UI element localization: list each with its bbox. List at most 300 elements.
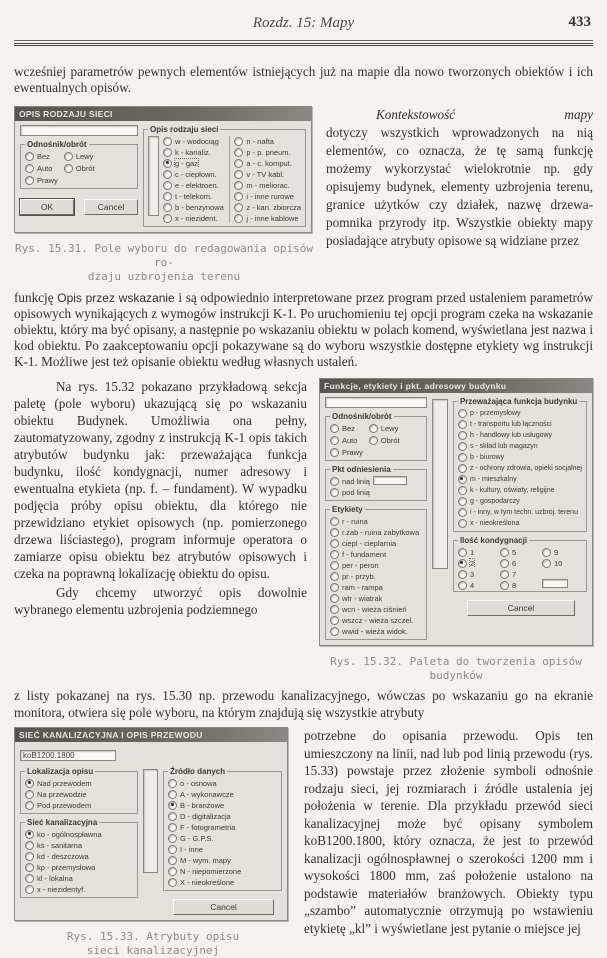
- radio-icon: [330, 572, 339, 581]
- radio-option[interactable]: [330, 615, 422, 625]
- radio-label: b - benzynowa: [175, 202, 224, 212]
- radio-label: x - niezidentyf.: [37, 884, 86, 894]
- radio-label: m - mieszkalny: [469, 475, 517, 483]
- text-fragment: i są odpowiednio interpretowane przez program przed ustaleniem parametrów opisowych wynikających z wymogów instrukcji K-1. Po uruchomieniu tej opcji program czeka na wskazanie obiektu, który ma być opisany, a następnie po wskazaniu obiektu w polach komend, wyświetlana jest nazwa i kod obiektu. Po zaakceptowaniu opcji pokazywane są do wyboru wszystkie dostępne etykiety wg instrukcji K-1. Możliwe jest też opisanie obiektu według własnych ustaleń.: [14, 290, 594, 369]
- cancel-button[interactable]: Cancel: [173, 899, 274, 915]
- radio-option[interactable]: [25, 829, 133, 839]
- lokalizacja-options: [25, 778, 133, 810]
- radio-icon: [163, 203, 172, 212]
- radio-icon: [369, 436, 378, 445]
- radio-icon: [500, 570, 509, 579]
- radio-label: 9: [553, 547, 559, 557]
- radio-option[interactable]: [369, 435, 400, 445]
- radio-option[interactable]: [163, 169, 225, 179]
- radio-label: wszcz - wieża szczel.: [342, 615, 414, 625]
- radio-option[interactable]: [330, 423, 363, 433]
- cancel-button[interactable]: Cancel: [84, 199, 138, 215]
- radio-option[interactable]: [234, 158, 301, 168]
- radio-label: ko - ogólnospławna: [37, 829, 102, 839]
- radio-icon: [163, 181, 172, 190]
- radio-label: 10: [553, 558, 563, 568]
- funkcja-options: [458, 408, 582, 528]
- radio-label: Obrót: [75, 163, 95, 173]
- radio-option[interactable]: [458, 474, 582, 484]
- paragraph-intro: wcześniej parametrów pewnych elementów istniejących już na mapie dla nowo tworzonych obiektów i ich ewentualnych opisów.: [14, 64, 593, 95]
- radio-icon: [458, 519, 467, 528]
- radio-icon: [234, 214, 243, 223]
- radio-option[interactable]: [163, 158, 225, 168]
- radio-icon: [234, 148, 243, 157]
- radio-option[interactable]: [458, 408, 582, 418]
- radio-label: 4: [469, 580, 475, 590]
- radio-icon: [168, 856, 177, 865]
- zrodlo-danych-groupbox: [163, 767, 282, 891]
- radio-icon: [330, 488, 339, 497]
- caption-line: Rys. 15.32. Paleta do tworzenia opisów: [330, 655, 582, 668]
- radio-option[interactable]: [330, 571, 422, 581]
- radio-label: ks - sanitarna: [37, 840, 83, 850]
- radio-label: j - inne kablowe: [246, 213, 299, 223]
- symbol-input[interactable]: [20, 750, 116, 761]
- radio-label: z - kan. zbiorcza: [246, 202, 301, 212]
- radio-label: Na przewodzie: [37, 789, 87, 799]
- radio-icon: [25, 164, 34, 173]
- odnosnik-groupbox: [20, 140, 138, 189]
- radio-icon: [168, 867, 177, 876]
- radio-option[interactable]: [330, 626, 422, 636]
- radio-label: B - branżowe: [180, 800, 225, 810]
- radio-label: F - fotogrametria: [180, 822, 236, 832]
- radio-label: v - TV kabl.: [246, 169, 285, 179]
- radio-icon: [500, 548, 509, 557]
- radio-option[interactable]: [500, 569, 540, 579]
- radio-icon: [168, 812, 177, 821]
- ok-button[interactable]: OK: [20, 199, 74, 215]
- radio-icon: [25, 863, 34, 872]
- page-header: [14, 14, 593, 38]
- radio-option[interactable]: [25, 884, 133, 894]
- kontekstowosc-body: dotyczy wszystkich wprowadzonych na nią elementów, co oznacza, że tę samą funkcję możemy wykorzystać wielokrotnie np. gdy opisujemy budynek, elementy uzbrojenia terenu, granice użytków czy działek, nazwę drzewa-pomnika przyrody itp. Wszystkie obiekty mapy posiadające atrybuty opisowe są widziane przez: [326, 125, 593, 248]
- radio-icon: [330, 477, 339, 486]
- radio-label: b - biurowy: [469, 453, 505, 461]
- radio-icon: [330, 436, 339, 445]
- radio-icon: [500, 581, 509, 590]
- radio-option[interactable]: [168, 822, 277, 832]
- empty-listbox[interactable]: [432, 399, 448, 569]
- radio-label: ram - rampa: [342, 582, 383, 592]
- siec-options: [25, 829, 133, 894]
- radio-icon: [25, 830, 34, 839]
- groupbox-legend: Odnośnik/obrót: [332, 412, 392, 421]
- radio-icon: [25, 152, 34, 161]
- radio-option[interactable]: [163, 213, 225, 223]
- radio-label: t - transportu lub łączności: [469, 420, 552, 428]
- funkcja-budynku-groupbox: [453, 397, 587, 532]
- radio-icon: [458, 497, 467, 506]
- radio-option[interactable]: [458, 507, 582, 517]
- figure-caption-15-33: [14, 930, 292, 958]
- radio-icon: [330, 594, 339, 603]
- radio-option[interactable]: [330, 549, 422, 559]
- radio-option[interactable]: [500, 547, 540, 557]
- caption-line: budynków: [429, 669, 483, 682]
- radio-icon: [458, 420, 467, 429]
- radio-option[interactable]: [458, 547, 498, 557]
- radio-option[interactable]: [458, 452, 582, 462]
- radio-label: Auto: [342, 435, 358, 445]
- radio-icon: [163, 170, 172, 179]
- radio-icon: [330, 605, 339, 614]
- radio-icon: [64, 164, 73, 173]
- radio-icon: [234, 192, 243, 201]
- kondygnacje-groupbox: [453, 536, 587, 592]
- radio-option[interactable]: [25, 840, 133, 850]
- radio-icon: [168, 790, 177, 799]
- radio-option[interactable]: [330, 516, 422, 526]
- radio-option[interactable]: [330, 435, 363, 445]
- radio-icon: [234, 137, 243, 146]
- radio-icon: [163, 192, 172, 201]
- caption-line: dzaju uzbrojenia terenu: [87, 270, 241, 283]
- radio-icon: [500, 559, 509, 568]
- radio-option[interactable]: [25, 789, 133, 799]
- radio-option[interactable]: [458, 430, 582, 440]
- radio-label: wwid - wieża widok.: [342, 626, 408, 636]
- kondygnacje-input[interactable]: [542, 579, 568, 588]
- radio-label: t - telekom.: [175, 191, 213, 201]
- radio-option[interactable]: [25, 778, 133, 788]
- radio-label: 7: [511, 569, 517, 579]
- radio-icon: [330, 528, 339, 537]
- radio-icon: [168, 834, 177, 843]
- odnosnik-groupbox: [325, 412, 427, 461]
- radio-icon: [25, 176, 34, 185]
- radio-option[interactable]: [168, 811, 277, 821]
- radio-icon: [168, 823, 177, 832]
- radio-label: Bez: [342, 423, 355, 433]
- groupbox-legend: Pkt odniesienia: [332, 465, 391, 474]
- radio-icon: [234, 170, 243, 179]
- radio-label: wtr - wiatrak: [342, 593, 383, 603]
- radio-option[interactable]: [234, 191, 301, 201]
- opis-sieci-groupbox: [143, 125, 306, 227]
- radio-option[interactable]: [168, 866, 277, 876]
- radio-icon: [458, 453, 467, 462]
- radio-icon: [168, 801, 177, 810]
- radio-label: pr - przyb.: [342, 571, 376, 581]
- radio-label: Auto: [37, 163, 53, 173]
- radio-option[interactable]: [458, 485, 582, 495]
- radio-icon: [234, 203, 243, 212]
- radio-option[interactable]: [168, 789, 277, 799]
- radio-icon: [458, 486, 467, 495]
- radio-option[interactable]: [500, 580, 540, 590]
- radio-icon: [168, 845, 177, 854]
- radio-option[interactable]: [458, 441, 582, 451]
- radio-label: Lewy: [380, 423, 399, 433]
- radio-icon: [25, 885, 34, 894]
- radio-icon: [25, 779, 34, 788]
- figure-15-32: [319, 378, 593, 683]
- figure-caption-15-31: [14, 242, 314, 284]
- radio-option[interactable]: [330, 593, 422, 603]
- radio-icon: [163, 214, 172, 223]
- radio-icon: [458, 464, 467, 473]
- radio-label: g - gospodarczy: [469, 497, 520, 505]
- radio-option[interactable]: [234, 180, 301, 190]
- empty-listbox[interactable]: [143, 769, 158, 873]
- radio-option[interactable]: [163, 136, 225, 146]
- radio-option[interactable]: [25, 873, 133, 883]
- groupbox-legend: Opis rodzaju sieci: [150, 125, 219, 134]
- radio-label: Lewy: [75, 151, 94, 161]
- radio-option[interactable]: [330, 527, 422, 537]
- radio-icon: [369, 424, 378, 433]
- radio-option[interactable]: [330, 476, 370, 486]
- description-input[interactable]: [20, 125, 138, 136]
- radio-label: D - digitalizacja: [180, 811, 231, 821]
- caption-line: sieci kanalizacyjnej: [86, 944, 220, 957]
- lokalizacja-groupbox: [20, 767, 138, 814]
- odnosnik-col2: [369, 423, 400, 457]
- radio-label: pod linią: [342, 487, 370, 497]
- odnosnik-col1: [25, 151, 58, 185]
- radio-icon: [458, 409, 467, 418]
- radio-label: a - c. komput.: [246, 158, 292, 168]
- dialog-siec-kanalizacyjna: [14, 727, 288, 921]
- radio-icon: [330, 539, 339, 548]
- radio-option[interactable]: [25, 800, 133, 810]
- radio-label: i - inne rurowe: [246, 191, 294, 201]
- caption-line: Rys. 15.31. Pole wyboru do redagowania opisów ro-: [14, 242, 313, 269]
- radio-option[interactable]: [500, 558, 540, 568]
- radio-label: A - wykonawcze: [180, 789, 234, 799]
- radio-label: g - gaz: [175, 158, 198, 168]
- radio-icon: [330, 550, 339, 559]
- radio-label: z - ochrony zdrowia, opieki socjalnej: [469, 464, 582, 472]
- radio-icon: [25, 874, 34, 883]
- siec-col1: [163, 136, 225, 223]
- radio-option[interactable]: [458, 463, 582, 473]
- radio-option[interactable]: [163, 202, 225, 212]
- dialog-titlebar[interactable]: OPIS RODZAJU SIECI: [15, 107, 311, 121]
- radio-icon: [163, 148, 172, 157]
- radio-option[interactable]: [458, 569, 498, 579]
- etykiety-groupbox: [325, 505, 427, 640]
- groupbox-legend: Odnośnik/obrót: [27, 140, 87, 149]
- radio-option[interactable]: [330, 582, 422, 592]
- dialog-titlebar[interactable]: Funkcje, etykiety i pkt. adresowy budynku: [320, 379, 592, 393]
- radio-label: I - inne: [180, 844, 203, 854]
- radio-icon: [330, 627, 339, 636]
- odnosnik-col1: [330, 423, 363, 457]
- budynek-paragraph-1: Na rys. 15.32 pokazano przykładową sekcja paletę (pole wyboru) ukazującą się po wskazaniu obiektu Budynek. Umożliwia ona pełny, zautomatyzowany, zgodny z instrukcją K-1 opis takich atrybutów budynku jak: przeważająca funkcja budynku, ilość kondygnacji, numer adresowy i ewentualna etykieta (np. f. – fundament). W wypadku podjęcia próby opisu obiektu, dla którego nie przewidziano etykiet opisowych (np. pomierzonego drzewa liściastego), program informuje operatora o zamiarze opisu obiektu bez atrybutów opisowych i czeka na poprawną lokalizację obiektu do opisu.: [14, 379, 307, 581]
- radio-option[interactable]: [330, 447, 363, 457]
- radio-option[interactable]: [25, 163, 58, 173]
- radio-option[interactable]: [234, 213, 301, 223]
- radio-option[interactable]: [458, 518, 582, 528]
- radio-icon: [168, 779, 177, 788]
- radio-option[interactable]: [234, 136, 301, 146]
- radio-label: Obrót: [380, 435, 400, 445]
- radio-option[interactable]: [25, 151, 58, 161]
- radio-option[interactable]: [168, 877, 277, 887]
- etykiety-options: [330, 516, 422, 636]
- radio-label: Bez: [37, 151, 50, 161]
- radio-icon: [25, 790, 34, 799]
- radio-icon: [25, 801, 34, 810]
- radio-option[interactable]: [542, 547, 582, 557]
- pkt-input[interactable]: [373, 476, 407, 485]
- radio-label: r - ruina: [342, 516, 368, 526]
- radio-option[interactable]: [168, 778, 277, 788]
- radio-icon: [330, 448, 339, 457]
- paragraph-kanalizacja-intro: z listy pokazanej na rys. 15.30 np. przewodu kanalizacyjnego, wówczas po wskazaniu go na ekranie monitora, otwiera się pole wyboru, na którym znajdują się wszystkie atrybuty: [14, 688, 593, 720]
- radio-label: Nad przewodem: [37, 778, 92, 788]
- radio-icon: [25, 841, 34, 850]
- radio-option[interactable]: [163, 147, 225, 157]
- radio-option[interactable]: [168, 844, 277, 854]
- radio-label: G - G.P.S.: [180, 833, 214, 843]
- radio-icon: [458, 548, 467, 557]
- text-fragment: funkcję: [14, 290, 54, 305]
- radio-icon: [458, 570, 467, 579]
- radio-icon: [458, 442, 467, 451]
- radio-icon: [168, 878, 177, 887]
- groupbox-legend: Lokalizacja opisu: [27, 767, 94, 776]
- radio-option[interactable]: [330, 560, 422, 570]
- radio-icon: [330, 561, 339, 570]
- radio-icon: [163, 159, 172, 168]
- radio-option[interactable]: [458, 419, 582, 429]
- paragraph-kanalizacja: potrzebne do opisania przewodu. Opis ten umieszczony na linii, nad lub pod linią przewodu (rys. 15.33) powstaje przez złożenie symboli odnośnie rodzaju sieci, jej rozmiarach i źródle ustalenia jej położenia w terenie. Dla przykładu przewód sieci kanalizacyjnej może być opisany symbolem koB1200.1800, który oznacza, że jest to przewód kanalizacji ogólnospławnej o szerokości 1200 mm i wysokości 1800 mm, zaś położenie ustalono na podstawie materiałów branżowych. Obiekty typu „szambo” automatycznie otrzymują po wstawieniu etykietę „kl” i wyświetlane jest pytanie o miejsce jej: [304, 728, 593, 936]
- radio-option[interactable]: [64, 151, 95, 161]
- budynek-paragraph-2: Gdy chcemy utworzyć opis dowolnie wybranego elementu uzbrojenia podziemnego: [14, 585, 307, 617]
- radio-label: s - skład lub magazyn: [469, 442, 538, 450]
- radio-option[interactable]: [163, 191, 225, 201]
- odnosnik-col2: [64, 151, 95, 185]
- radio-icon: [542, 548, 551, 557]
- radio-option[interactable]: [458, 496, 582, 506]
- radio-option[interactable]: [234, 147, 301, 157]
- radio-option[interactable]: [330, 487, 370, 497]
- radio-label: f - fundament: [342, 549, 387, 559]
- radio-label: wcn - wieża ciśnień: [342, 604, 407, 614]
- radio-option[interactable]: [168, 855, 277, 865]
- radio-option[interactable]: [542, 558, 582, 568]
- radio-label: per - peron: [342, 560, 379, 570]
- pkt-options: [330, 476, 370, 497]
- radio-icon: [234, 181, 243, 190]
- radio-label: Prawy: [342, 447, 363, 457]
- paragraph-funkcja-opis: [14, 290, 593, 370]
- page-number: 433: [568, 14, 591, 30]
- figure-caption-15-32: [319, 655, 593, 683]
- radio-label: e - elektroen.: [175, 180, 219, 190]
- cancel-button[interactable]: Cancel: [467, 600, 575, 616]
- groupbox-legend: Ilość kondygnacji: [459, 536, 528, 545]
- radio-label: m - meliorac.: [246, 180, 290, 190]
- radio-icon: [330, 583, 339, 592]
- radio-option[interactable]: [163, 180, 225, 190]
- radio-label: ciepl - cieplarnia: [342, 538, 397, 548]
- term-opis-przez-wskazanie: Opis przez wskazanie: [57, 291, 175, 305]
- radio-option[interactable]: [25, 175, 58, 185]
- radio-label: n - nafta: [246, 136, 274, 146]
- empty-listbox[interactable]: [148, 136, 159, 216]
- radio-option[interactable]: [25, 851, 133, 861]
- radio-label: 2: [469, 558, 475, 568]
- radio-label: r.zab - ruina zabytkowa: [342, 527, 420, 537]
- radio-option[interactable]: [330, 604, 422, 614]
- radio-label: M - wym. mapy: [180, 855, 231, 865]
- radio-icon: [458, 475, 467, 484]
- radio-label: 3: [469, 569, 475, 579]
- dialog-opis-rodzaju-sieci: [14, 106, 312, 233]
- radio-option[interactable]: [458, 558, 498, 568]
- radio-label: kd - deszczowa: [37, 851, 89, 861]
- radio-icon: [458, 431, 467, 440]
- radio-option[interactable]: [168, 833, 277, 843]
- radio-label: 1: [469, 547, 475, 557]
- pkt-odniesienia-groupbox: [325, 465, 427, 501]
- radio-icon: [330, 424, 339, 433]
- paragraph-kontekstowosc: [326, 106, 593, 250]
- radio-option[interactable]: [25, 862, 133, 872]
- radio-option[interactable]: [168, 800, 277, 810]
- groupbox-legend: Źródło danych: [170, 767, 226, 776]
- radio-label: k - kanaliz.: [175, 147, 211, 157]
- radio-label: kl - lokalna: [37, 873, 73, 883]
- kontekstowosc-lead: Kontekstowość mapy: [376, 107, 593, 122]
- column-divider: [229, 136, 230, 223]
- radio-icon: [25, 852, 34, 861]
- radio-icon: [458, 559, 467, 568]
- radio-label: kp - przemysłowa: [37, 862, 96, 872]
- radio-option[interactable]: [369, 423, 400, 433]
- header-rule: [14, 40, 593, 46]
- radio-icon: [234, 159, 243, 168]
- description-input[interactable]: [325, 397, 427, 408]
- radio-label: N - niepomierzone: [180, 866, 242, 876]
- siec-col2: [234, 136, 301, 223]
- radio-label: Prawy: [37, 175, 58, 185]
- radio-label: h - handlowy lub usługowy: [469, 431, 553, 439]
- radio-label: p - przemysłowy: [469, 409, 521, 417]
- radio-label: Pod przewodem: [37, 800, 92, 810]
- chapter-title: Rozdz. 15: Mapy: [252, 15, 355, 31]
- radio-icon: [330, 616, 339, 625]
- radio-label: x - nieokreślona: [469, 519, 520, 527]
- siec-kanalizacyjna-groupbox: [20, 818, 138, 898]
- radio-label: i - inny, w tym techn. uzbroj. terenu: [469, 508, 578, 516]
- groupbox-legend: Przeważająca funkcja budynku: [459, 397, 578, 406]
- figure-15-31: [14, 106, 314, 284]
- radio-label: o - osnowa: [180, 778, 217, 788]
- groupbox-legend: Etykiety: [332, 505, 363, 514]
- radio-icon: [64, 152, 73, 161]
- radio-option[interactable]: [330, 538, 422, 548]
- caption-line: Rys. 15.33. Atrybuty opisu: [66, 930, 240, 943]
- radio-option[interactable]: [458, 580, 498, 590]
- dialog-titlebar[interactable]: SIEĆ KANALIZACYJNA I OPIS PRZEWODU: [15, 728, 287, 742]
- radio-label: p - p. pneum.: [246, 147, 291, 157]
- radio-option[interactable]: [234, 169, 301, 179]
- radio-option[interactable]: [64, 163, 95, 173]
- radio-icon: [458, 508, 467, 517]
- dialog-funkcje-budynku: [319, 378, 593, 646]
- radio-option[interactable]: [234, 202, 301, 212]
